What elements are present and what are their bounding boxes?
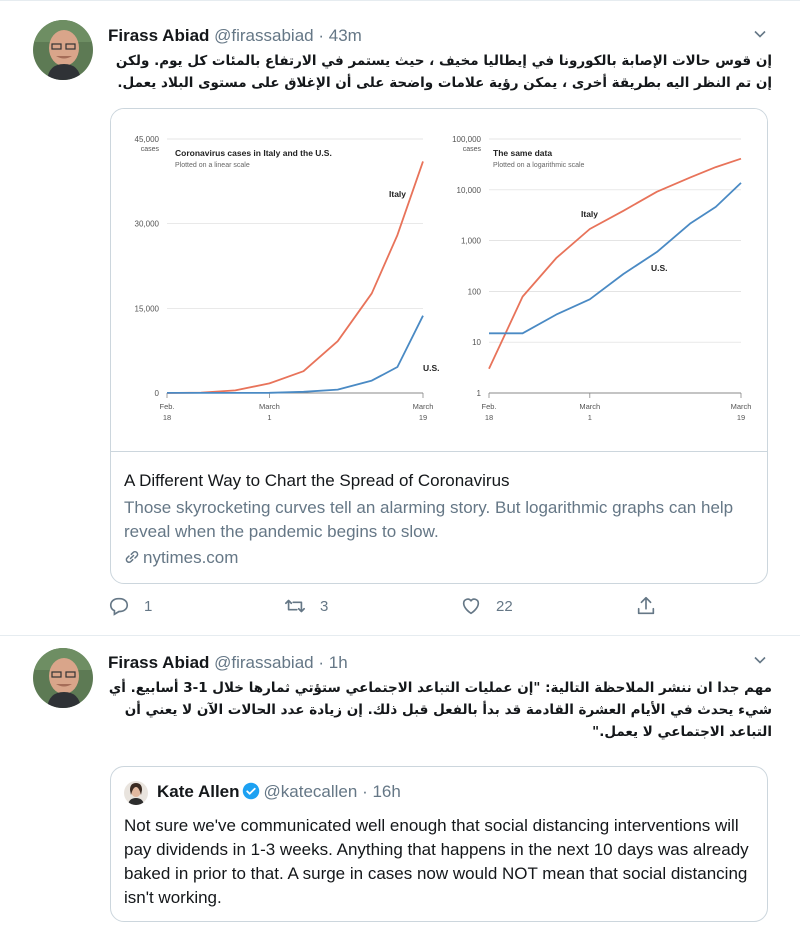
series-label: U.S. bbox=[651, 263, 668, 273]
timestamp[interactable]: 43m bbox=[328, 26, 362, 45]
share-button[interactable] bbox=[635, 594, 657, 618]
heart-icon bbox=[460, 595, 482, 617]
chart-subtitle: Plotted on a logarithmic scale bbox=[493, 162, 585, 169]
reply-button[interactable] bbox=[108, 594, 152, 618]
y-tick-label: 1 bbox=[476, 389, 481, 398]
quote-text: Not sure we've communicated well enough that social distancing interventions will pay dividends in 1-3 weeks. Anything that happens in the next 10 days was already baked in prior to that. A surge in cases now would NOT mean that social distancing isn't working. bbox=[124, 816, 749, 907]
x-tick-label: Feb. bbox=[159, 402, 175, 411]
separator-dot: · bbox=[318, 26, 325, 45]
chart-title: The same data bbox=[493, 148, 553, 158]
y-tick-label: 100,000 bbox=[452, 135, 481, 144]
quote-author-handle[interactable]: @katecallen bbox=[263, 782, 358, 801]
y-axis-label: cases bbox=[140, 146, 159, 153]
x-tick-label: 18 bbox=[162, 413, 172, 422]
avatar[interactable] bbox=[33, 20, 93, 80]
x-tick-label: 18 bbox=[484, 413, 494, 422]
like-count: 22 bbox=[496, 597, 513, 615]
reply-count: 1 bbox=[144, 597, 153, 615]
tweet-text: مهم جدا ان ننشر الملاحظة التالية: "إن عمليات التباعد الاجتماعي ستؤتي ثمارها خلال 1-3 أسابيع. أي شيء يحدث في الأيام العشرة القادمة قد بدأ بالفعل قبل ذلك. إن زيادة عدد الحالات الآن لا يعني أن التباعد الاجتماعي لا يعمل." bbox=[108, 680, 772, 740]
series-label: Italy bbox=[389, 189, 407, 199]
link-icon bbox=[124, 549, 140, 565]
chart-subtitle: Plotted on a linear scale bbox=[175, 162, 250, 169]
card-domain bbox=[124, 548, 238, 568]
quoted-tweet[interactable] bbox=[110, 766, 768, 922]
reply-icon bbox=[108, 595, 130, 617]
tweet-header bbox=[108, 26, 362, 46]
card-domain-text: nytimes.com bbox=[143, 548, 239, 567]
x-tick-label: 19 bbox=[736, 413, 746, 422]
y-tick-label: 1,000 bbox=[460, 236, 481, 246]
author-name[interactable]: Firass Abiad bbox=[108, 653, 210, 672]
separator-dot: · bbox=[318, 653, 325, 672]
y-tick-label: 10,000 bbox=[456, 185, 481, 195]
tweet-actions bbox=[108, 594, 668, 618]
x-tick-label: March bbox=[730, 402, 752, 411]
quote-header bbox=[157, 782, 401, 802]
separator-dot: · bbox=[362, 782, 368, 801]
avatar[interactable] bbox=[33, 648, 93, 708]
chevron-down-icon[interactable] bbox=[754, 654, 766, 666]
retweet-count: 3 bbox=[320, 597, 329, 615]
timestamp[interactable]: 1h bbox=[328, 653, 348, 672]
retweet-button[interactable] bbox=[284, 594, 328, 618]
series-label: Italy bbox=[581, 209, 599, 219]
quote-author-name[interactable]: Kate Allen bbox=[157, 782, 240, 801]
tweet-text: إن قوس حالات الإصابة بالكورونا في إيطاليا مخيف ، حيث يستمر في الارتفاع بالمئات كل يوم. ولكن إن تم النظر اليه بطريقة أخرى ، يمكن رؤية علامات واضحة على أن الإغلاق على مستوى البلاد يعمل. bbox=[115, 53, 772, 91]
tweet-header bbox=[108, 653, 348, 673]
series-label: U.S. bbox=[423, 363, 440, 373]
like-button[interactable] bbox=[460, 594, 513, 618]
verified-badge-icon bbox=[242, 782, 260, 800]
x-tick-label: Feb. bbox=[481, 402, 497, 411]
x-tick-label: 19 bbox=[418, 413, 428, 422]
y-axis-label: cases bbox=[462, 146, 481, 153]
y-tick-label: 30,000 bbox=[134, 219, 159, 229]
y-tick-label: 10 bbox=[472, 338, 481, 348]
x-tick-label: 1 bbox=[267, 413, 272, 422]
chevron-down-icon[interactable] bbox=[754, 28, 766, 40]
y-tick-label: 45,000 bbox=[134, 135, 159, 144]
chart-image bbox=[111, 109, 767, 452]
tweet[interactable] bbox=[0, 636, 800, 939]
x-tick-label: 1 bbox=[587, 413, 592, 422]
chart-title: Coronavirus cases in Italy and the U.S. bbox=[175, 148, 332, 158]
author-handle[interactable]: @firassabiad bbox=[214, 26, 314, 45]
y-tick-label: 15,000 bbox=[134, 304, 159, 314]
author-name[interactable]: Firass Abiad bbox=[108, 26, 210, 45]
quote-timestamp[interactable]: 16h bbox=[372, 782, 401, 801]
link-card[interactable] bbox=[110, 108, 768, 584]
x-tick-label: March bbox=[412, 402, 434, 411]
y-tick-label: 0 bbox=[154, 389, 159, 398]
author-handle[interactable]: @firassabiad bbox=[214, 653, 314, 672]
x-tick-label: March bbox=[258, 402, 280, 411]
card-description: Those skyrocketing curves tell an alarming story. But logarithmic graphs can help reveal when the pandemic begins to slow. bbox=[124, 498, 734, 541]
retweet-icon bbox=[284, 595, 306, 617]
quote-avatar[interactable] bbox=[124, 781, 148, 805]
card-title: A Different Way to Chart the Spread of Coronavirus bbox=[124, 471, 510, 490]
share-icon bbox=[635, 595, 657, 617]
x-tick-label: March bbox=[579, 402, 601, 411]
y-tick-label: 100 bbox=[467, 287, 481, 297]
